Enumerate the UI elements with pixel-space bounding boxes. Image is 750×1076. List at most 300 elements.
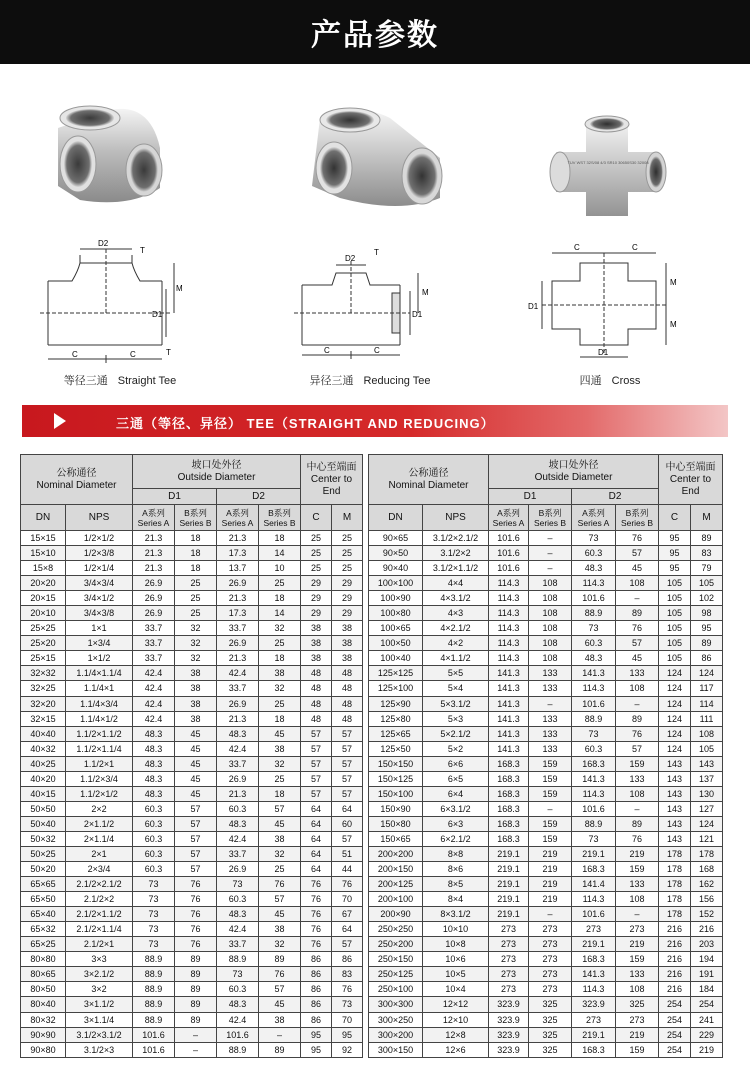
table-cell: 48 — [332, 711, 363, 726]
table-cell: 65×32 — [21, 922, 66, 937]
table-cell: 89 — [691, 636, 723, 651]
table-cell: 73 — [133, 892, 175, 907]
table-row — [369, 952, 723, 967]
table-row — [21, 982, 363, 997]
table-cell: 133 — [529, 681, 572, 696]
table-cell: 178 — [659, 846, 691, 861]
table-cell: 26.9 — [217, 862, 259, 877]
table-cell: 57 — [259, 892, 301, 907]
table-row — [369, 1042, 723, 1057]
table-row — [369, 756, 723, 771]
table-cell: 273 — [529, 922, 572, 937]
nominal-diameter-header: 公称通径 Nominal Diameter — [369, 455, 489, 505]
table-cell: 48 — [301, 696, 332, 711]
table-cell: 4×3 — [423, 606, 489, 621]
table-row — [369, 922, 723, 937]
table-cell: 325 — [616, 997, 659, 1012]
table-cell: 8×5 — [423, 877, 489, 892]
table-cell: 25 — [259, 696, 301, 711]
table-cell: 60.3 — [133, 846, 175, 861]
table-cell: 89 — [616, 606, 659, 621]
table-cell: 64 — [301, 801, 332, 816]
table-cell: 89 — [691, 531, 723, 546]
table-cell: 323.9 — [572, 997, 616, 1012]
table-cell: 25×20 — [21, 636, 66, 651]
tee-table-left — [20, 454, 363, 1058]
table-cell: 100×65 — [369, 621, 423, 636]
table-cell: 20×20 — [21, 576, 66, 591]
table-cell: 273 — [529, 967, 572, 982]
table-cell: 108 — [616, 982, 659, 997]
table-cell: 114.3 — [572, 982, 616, 997]
table-cell: 45 — [175, 726, 217, 741]
svg-text:T: T — [166, 348, 171, 357]
svg-text:M: M — [422, 288, 429, 297]
table-cell: 5×3.1/2 — [423, 696, 489, 711]
table-cell: 219 — [529, 862, 572, 877]
table-cell: 105 — [659, 651, 691, 666]
table-row — [21, 696, 363, 711]
svg-text:C: C — [324, 346, 330, 355]
table-cell: 89 — [259, 952, 301, 967]
table-cell: 32×15 — [21, 711, 66, 726]
table-cell: 32×20 — [21, 696, 66, 711]
table-row — [21, 1042, 363, 1057]
table-cell: 114.3 — [489, 576, 529, 591]
table-cell: 45 — [175, 756, 217, 771]
table-cell: 143 — [659, 801, 691, 816]
table-row — [21, 801, 363, 816]
table-cell: 219 — [529, 846, 572, 861]
table-cell: 64 — [301, 862, 332, 877]
table-cell: 76 — [616, 621, 659, 636]
table-cell: 18 — [175, 561, 217, 576]
table-cell: 25 — [332, 561, 363, 576]
table-cell: 250×150 — [369, 952, 423, 967]
table-cell: 162 — [691, 877, 723, 892]
table-cell: 29 — [332, 576, 363, 591]
table-row — [21, 531, 363, 546]
table-cell: 105 — [659, 591, 691, 606]
table-cell: 15×8 — [21, 561, 66, 576]
table-row — [369, 606, 723, 621]
outside-diameter-header: 坡口处外径 Outside Diameter — [133, 455, 301, 489]
table-cell: 76 — [616, 726, 659, 741]
table-cell: 3/4×3/8 — [66, 606, 133, 621]
table-cell: 1/2×1/2 — [66, 531, 133, 546]
svg-text:C: C — [130, 350, 136, 359]
table-cell: 4×4 — [423, 576, 489, 591]
table-cell: 125×100 — [369, 681, 423, 696]
table-row — [369, 636, 723, 651]
table-cell: 18 — [175, 531, 217, 546]
table-cell: 219 — [529, 877, 572, 892]
table-cell: 143 — [659, 771, 691, 786]
table-cell: – — [529, 696, 572, 711]
table-cell: 57 — [175, 831, 217, 846]
table-cell: 57 — [301, 786, 332, 801]
table-cell: 65×50 — [21, 892, 66, 907]
table-cell: 141.3 — [489, 681, 529, 696]
table-cell: 57 — [175, 862, 217, 877]
table-cell: 12×12 — [423, 997, 489, 1012]
svg-text:C: C — [574, 243, 580, 252]
table-cell: 133 — [529, 726, 572, 741]
table-cell: 57 — [332, 831, 363, 846]
table-cell: 76 — [301, 877, 332, 892]
table-cell: 273 — [489, 937, 529, 952]
table-cell: 90×65 — [369, 531, 423, 546]
table-cell: 114 — [691, 696, 723, 711]
table-cell: 152 — [691, 907, 723, 922]
table-cell: 101.6 — [489, 546, 529, 561]
table-row — [369, 591, 723, 606]
table-cell: 88.9 — [133, 1012, 175, 1027]
table-cell: – — [529, 531, 572, 546]
table-cell: 76 — [259, 877, 301, 892]
table-cell: 15×10 — [21, 546, 66, 561]
table-cell: 57 — [332, 771, 363, 786]
table-cell: 5×4 — [423, 681, 489, 696]
table-cell: 21.3 — [133, 561, 175, 576]
dn-header: DN — [21, 505, 66, 531]
table-cell: 18 — [259, 531, 301, 546]
table-cell: 254 — [659, 997, 691, 1012]
tee-table-right — [368, 454, 723, 1058]
table-row — [369, 846, 723, 861]
table-cell: 300×150 — [369, 1042, 423, 1057]
table-cell: 168.3 — [489, 831, 529, 846]
d1-header: D1 — [489, 489, 572, 505]
table-cell: 67 — [332, 907, 363, 922]
table-cell: 73 — [133, 922, 175, 937]
table-cell: 1.1/4×1.1/4 — [66, 666, 133, 681]
table-cell: 121 — [691, 831, 723, 846]
table-cell: 141.3 — [572, 666, 616, 681]
table-cell: 3.1/2×1.1/2 — [423, 561, 489, 576]
table-cell: 32 — [175, 621, 217, 636]
table-cell: 60.3 — [572, 741, 616, 756]
table-cell: 105 — [659, 576, 691, 591]
table-cell: 3×1.1/2 — [66, 997, 133, 1012]
table-cell: 12×8 — [423, 1027, 489, 1042]
table-cell: 88.9 — [572, 816, 616, 831]
m-header: M — [332, 505, 363, 531]
table-cell: 254 — [659, 1012, 691, 1027]
table-cell: 95 — [659, 531, 691, 546]
table-row — [369, 862, 723, 877]
table-row — [21, 741, 363, 756]
table-cell: 3×3 — [66, 952, 133, 967]
table-cell: 57 — [616, 741, 659, 756]
series-a-header: A系列 Series A — [217, 505, 259, 531]
table-cell: 25 — [259, 862, 301, 877]
table-cell: – — [175, 1027, 217, 1042]
table-row — [21, 576, 363, 591]
table-cell: 4×3.1/2 — [423, 591, 489, 606]
table-cell: 10 — [259, 561, 301, 576]
table-cell: 125×50 — [369, 741, 423, 756]
table-cell: 108 — [529, 606, 572, 621]
table-cell: 38 — [259, 741, 301, 756]
table-cell: 33.7 — [217, 756, 259, 771]
table-cell: 98 — [691, 606, 723, 621]
straight-tee-caption: 等径三通 Straight Tee — [63, 375, 177, 387]
table-cell: 60 — [332, 816, 363, 831]
table-cell: 38 — [259, 831, 301, 846]
table-cell: 191 — [691, 967, 723, 982]
table-cell: 48.3 — [572, 651, 616, 666]
table-row — [21, 952, 363, 967]
table-cell: 25×25 — [21, 621, 66, 636]
table-cell: 219.1 — [572, 846, 616, 861]
table-row — [369, 561, 723, 576]
table-row — [21, 831, 363, 846]
table-cell: – — [175, 1042, 217, 1057]
table-row — [21, 636, 363, 651]
table-cell: 273 — [572, 922, 616, 937]
table-cell: 73 — [572, 621, 616, 636]
table-cell: 76 — [175, 877, 217, 892]
table-row — [21, 846, 363, 861]
table-cell: 159 — [616, 862, 659, 877]
table-cell: 88.9 — [217, 1042, 259, 1057]
table-cell: 6×5 — [423, 771, 489, 786]
table-cell: 70 — [332, 1012, 363, 1027]
nominal-diameter-header: 公称通径 Nominal Diameter — [21, 455, 133, 505]
table-cell: 76 — [175, 907, 217, 922]
table-row — [21, 786, 363, 801]
table-cell: 73 — [572, 831, 616, 846]
table-cell: 159 — [529, 831, 572, 846]
table-cell: 273 — [616, 1012, 659, 1027]
table-cell: 8×3.1/2 — [423, 907, 489, 922]
table-row — [21, 997, 363, 1012]
table-row — [369, 546, 723, 561]
table-cell: 323.9 — [489, 1042, 529, 1057]
table-cell: 92 — [332, 1042, 363, 1057]
product-reducing-tee — [250, 88, 490, 388]
table-cell: 83 — [332, 967, 363, 982]
series-a-header: A系列 Series A — [572, 505, 616, 531]
cross-caption: 四通 Cross — [579, 375, 641, 387]
page-title: 产品参数 — [311, 19, 439, 52]
table-cell: 60.3 — [133, 816, 175, 831]
table-cell: 124 — [659, 696, 691, 711]
table-cell: 200×90 — [369, 907, 423, 922]
table-cell: 168.3 — [572, 862, 616, 877]
table-cell: 273 — [529, 937, 572, 952]
table-cell: 254 — [659, 1042, 691, 1057]
table-cell: 51 — [332, 846, 363, 861]
table-cell: 38 — [259, 1012, 301, 1027]
table-cell: 1×1 — [66, 621, 133, 636]
table-cell: 65×25 — [21, 937, 66, 952]
table-cell: 105 — [691, 576, 723, 591]
table-cell: 57 — [175, 846, 217, 861]
table-cell: 216 — [691, 922, 723, 937]
table-cell: 1.1/2×1 — [66, 756, 133, 771]
label-d2: D2 — [98, 239, 109, 248]
table-cell: 76 — [175, 892, 217, 907]
table-cell: 89 — [175, 997, 217, 1012]
table-cell: 114.3 — [572, 681, 616, 696]
table-cell: 57 — [301, 771, 332, 786]
table-cell: 29 — [301, 606, 332, 621]
svg-text:M: M — [670, 278, 677, 287]
table-cell: – — [616, 907, 659, 922]
table-cell: 178 — [659, 862, 691, 877]
table-cell: 21.3 — [217, 591, 259, 606]
table-row — [369, 982, 723, 997]
table-cell: 273 — [572, 1012, 616, 1027]
table-cell: 17.3 — [217, 546, 259, 561]
table-cell: 32 — [175, 636, 217, 651]
table-cell: 133 — [529, 666, 572, 681]
table-cell: 95 — [691, 621, 723, 636]
table-cell: 86 — [691, 651, 723, 666]
table-cell: 32 — [259, 756, 301, 771]
table-cell: 32 — [259, 846, 301, 861]
table-cell: 38 — [301, 636, 332, 651]
table-cell: 194 — [691, 952, 723, 967]
table-cell: 229 — [691, 1027, 723, 1042]
table-cell: 108 — [616, 786, 659, 801]
table-cell: 124 — [659, 666, 691, 681]
svg-text:D1: D1 — [598, 348, 609, 357]
table-cell: 168.3 — [489, 771, 529, 786]
table-cell: 21.3 — [217, 651, 259, 666]
table-cell: 50×20 — [21, 862, 66, 877]
table-cell: 48 — [301, 681, 332, 696]
table-row — [21, 922, 363, 937]
table-cell: 42.4 — [217, 1012, 259, 1027]
table-cell: 108 — [616, 681, 659, 696]
nps-header: NPS — [66, 505, 133, 531]
table-cell: 100×80 — [369, 606, 423, 621]
table-cell: 10×4 — [423, 982, 489, 997]
table-cell: 48 — [332, 696, 363, 711]
table-cell: 57 — [332, 756, 363, 771]
table-row — [21, 892, 363, 907]
table-cell: 159 — [616, 756, 659, 771]
table-cell: 60.3 — [572, 636, 616, 651]
table-cell: 45 — [175, 741, 217, 756]
section-title: 三通（等径、异径） TEE（STRAIGHT AND REDUCING） — [116, 416, 495, 431]
cross-photo — [490, 88, 730, 218]
table-cell: 1/2×3/8 — [66, 546, 133, 561]
table-row — [21, 816, 363, 831]
table-cell: 26.9 — [217, 771, 259, 786]
table-row — [369, 831, 723, 846]
table-cell: 200×150 — [369, 862, 423, 877]
table-cell: 101.6 — [489, 561, 529, 576]
table-cell: 141.4 — [572, 877, 616, 892]
table-cell: 133 — [529, 741, 572, 756]
table-cell: 88.9 — [133, 967, 175, 982]
table-cell: 219.1 — [489, 892, 529, 907]
table-cell: 143 — [659, 756, 691, 771]
table-cell: 89 — [175, 952, 217, 967]
table-cell: 124 — [659, 711, 691, 726]
table-row — [369, 696, 723, 711]
table-cell: 2×1.1/2 — [66, 816, 133, 831]
table-row — [369, 666, 723, 681]
table-cell: 141.3 — [489, 666, 529, 681]
table-cell: 250×250 — [369, 922, 423, 937]
table-cell: 114.3 — [572, 786, 616, 801]
table-cell: 18 — [259, 591, 301, 606]
table-cell: 101.6 — [572, 801, 616, 816]
table-cell: 159 — [529, 816, 572, 831]
table-cell: 76 — [301, 907, 332, 922]
table-cell: 80×32 — [21, 1012, 66, 1027]
table-cell: 70 — [332, 892, 363, 907]
table-cell: 1×3/4 — [66, 636, 133, 651]
table-cell: 13.7 — [217, 561, 259, 576]
table-cell: 38 — [332, 651, 363, 666]
table-cell: 219.1 — [489, 907, 529, 922]
table-cell: 32 — [259, 621, 301, 636]
table-cell: 143 — [691, 756, 723, 771]
table-row — [21, 561, 363, 576]
table-cell: 4×2.1/2 — [423, 621, 489, 636]
table-cell: 88.9 — [572, 606, 616, 621]
table-cell: 101.6 — [572, 907, 616, 922]
table-cell: 48.3 — [217, 907, 259, 922]
table-cell: 105 — [691, 741, 723, 756]
table-cell: 86 — [301, 952, 332, 967]
series-b-header: B系列 Series B — [616, 505, 659, 531]
table-row — [369, 651, 723, 666]
svg-text:C: C — [72, 350, 78, 359]
series-a-header: A系列 Series A — [489, 505, 529, 531]
table-cell: 64 — [332, 801, 363, 816]
table-cell: 25 — [332, 546, 363, 561]
table-cell: 48.3 — [217, 726, 259, 741]
table-cell: 86 — [301, 997, 332, 1012]
table-cell: 100×100 — [369, 576, 423, 591]
table-row — [21, 877, 363, 892]
product-cross — [490, 88, 730, 388]
table-cell: 150×90 — [369, 801, 423, 816]
table-cell: 60.3 — [133, 801, 175, 816]
table-cell: 25 — [301, 531, 332, 546]
series-b-header: B系列 Series B — [529, 505, 572, 531]
table-cell: 250×200 — [369, 937, 423, 952]
table-cell: 60.3 — [572, 546, 616, 561]
table-cell: 1/2×1/4 — [66, 561, 133, 576]
table-cell: – — [529, 546, 572, 561]
table-cell: 42.4 — [133, 696, 175, 711]
table-cell: 42.4 — [217, 741, 259, 756]
table-cell: 14 — [259, 546, 301, 561]
table-cell: 219.1 — [489, 846, 529, 861]
table-cell: 80×50 — [21, 982, 66, 997]
table-cell: 40×32 — [21, 741, 66, 756]
table-cell: 108 — [529, 621, 572, 636]
table-cell: 108 — [529, 576, 572, 591]
table-cell: 57 — [332, 741, 363, 756]
table-row — [21, 666, 363, 681]
table-cell: 48 — [301, 711, 332, 726]
table-row — [21, 967, 363, 982]
product-straight-tee — [0, 88, 240, 388]
series-b-header: B系列 Series B — [259, 505, 301, 531]
table-cell: 25 — [259, 636, 301, 651]
table-cell: 2.1/2×1 — [66, 937, 133, 952]
table-cell: 12×10 — [423, 1012, 489, 1027]
